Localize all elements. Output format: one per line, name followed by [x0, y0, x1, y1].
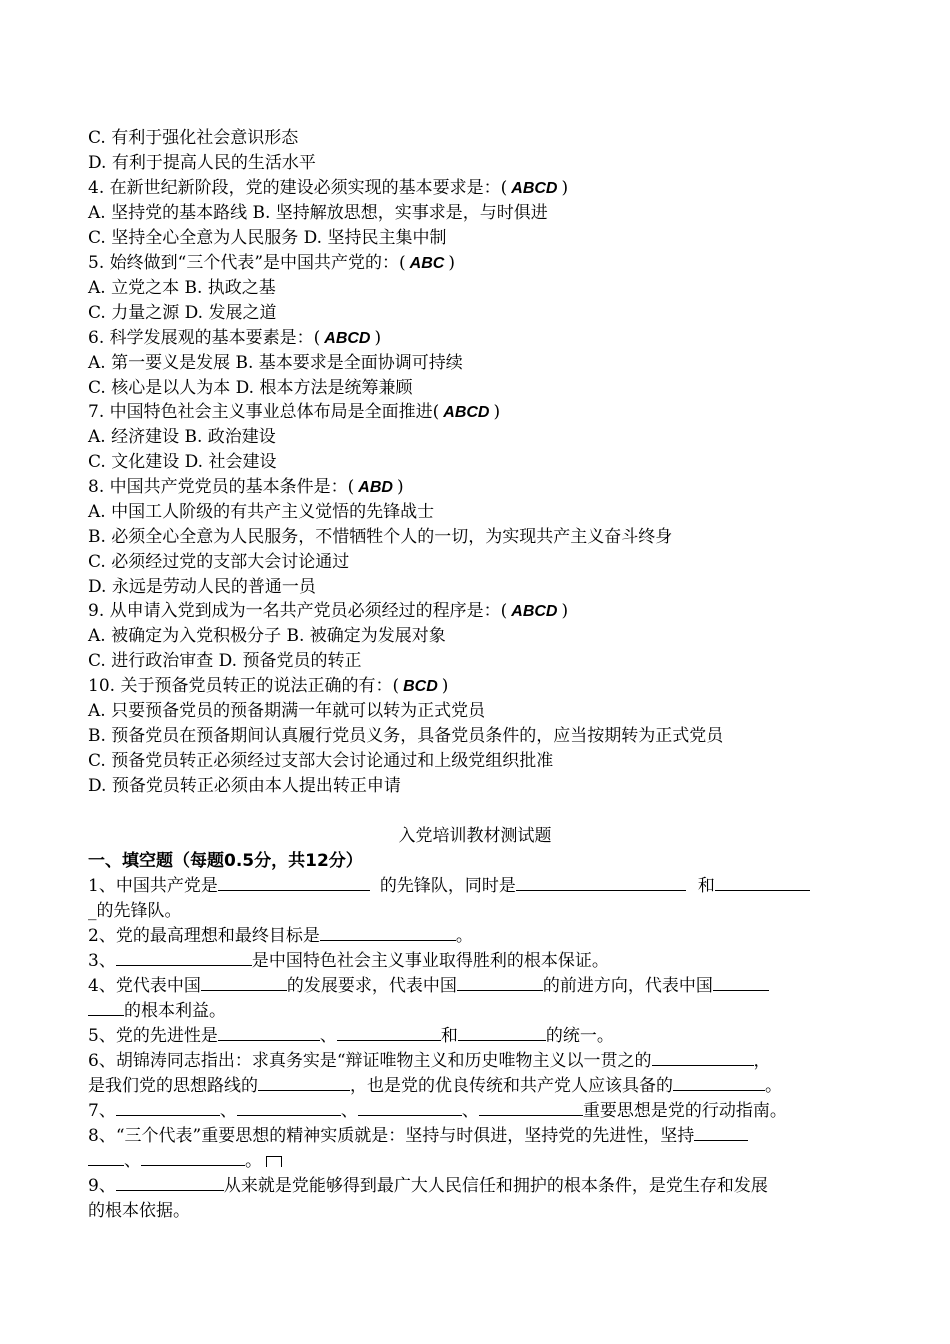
fill-question-9 — [88, 1174, 768, 1198]
paren: ) — [493, 402, 501, 422]
answer-blank[interactable] — [479, 1099, 583, 1116]
text: 的统一。 — [545, 1026, 614, 1046]
question-7 — [88, 400, 500, 425]
text: 、 — [319, 1026, 337, 1046]
answer: ABCD — [443, 404, 490, 421]
text: 5、党的先进性是 — [88, 1026, 218, 1046]
text: 。 — [455, 926, 473, 946]
text: 3、 — [88, 951, 116, 971]
fill-question-5 — [88, 1024, 614, 1048]
question-text: 8. 中国共产党党员的基本条件是：( — [88, 477, 355, 497]
answer-blank[interactable] — [337, 1024, 441, 1041]
answer-blank[interactable] — [457, 974, 543, 991]
question-5 — [88, 251, 455, 276]
paren: ) — [396, 477, 404, 497]
text: 和 — [440, 1026, 458, 1046]
text: 的先锋队，同时是 — [379, 876, 516, 896]
answer-blank[interactable] — [458, 1024, 546, 1041]
option-line: A. 坚持党的基本路线 B. 坚持解放思想，实事求是，与时俱进 — [88, 203, 548, 223]
text: 重要思想是党的行动指南。 — [582, 1101, 787, 1121]
fill-question-6-cont — [88, 1074, 782, 1098]
answer-blank[interactable] — [320, 924, 456, 941]
text: 1、中国共产党是 — [88, 876, 218, 896]
text: 。 — [765, 1076, 782, 1096]
option-line: C. 核心是以人为本 D. 根本方法是统筹兼顾 — [88, 378, 413, 398]
answer-blank[interactable] — [694, 1124, 748, 1141]
option-line: A. 经济建设 B. 政治建设 — [88, 427, 276, 447]
fill-question-9-cont: 的根本依据。 — [88, 1201, 190, 1221]
paren: ) — [448, 253, 455, 273]
option-line: C. 进行政治审查 D. 预备党员的转正 — [88, 651, 362, 671]
text: 的根本利益。 — [124, 1001, 226, 1021]
fill-question-3 — [88, 949, 609, 973]
text: 和 — [697, 876, 715, 896]
answer-blank[interactable] — [116, 1099, 220, 1116]
section-heading: 一、填空题（每题0.5分，共12分） — [88, 851, 363, 871]
question-text: 6. 科学发展观的基本要素是：( — [88, 328, 321, 348]
answer-blank[interactable] — [218, 874, 370, 891]
text: ， — [753, 1051, 771, 1071]
answer-blank[interactable] — [116, 949, 252, 966]
option-line: C. 有利于强化社会意识形态 — [88, 128, 299, 148]
answer-blank[interactable] — [258, 1074, 350, 1091]
answer-blank[interactable] — [237, 1099, 341, 1116]
fill-question-4-cont — [88, 999, 226, 1023]
answer: ABCD — [324, 330, 371, 347]
fill-question-4 — [88, 974, 769, 998]
question-text: 4. 在新世纪新阶段，党的建设必须实现的基本要求是：( — [88, 178, 508, 198]
answer-blank[interactable] — [88, 1149, 124, 1166]
text: 的前进方向，代表中国 — [542, 976, 713, 996]
fill-question-8 — [88, 1124, 748, 1148]
option-line: A. 立党之本 B. 执政之基 — [88, 278, 276, 298]
paren: ) — [561, 601, 569, 621]
answer-blank[interactable] — [141, 1149, 245, 1166]
fill-question-7 — [88, 1099, 787, 1123]
text: 8、“三个代表”重要思想的精神实质就是：坚持与时俱进，坚持党的先进性，坚持 — [88, 1126, 695, 1146]
answer-blank[interactable] — [715, 874, 810, 891]
question-text: 7. 中国特色社会主义事业总体布局是全面推进( — [88, 402, 440, 422]
text: 9、 — [88, 1176, 116, 1196]
text: 从来就是党能够得到最广大人民信任和拥护的根本条件，是党生存和发展 — [223, 1176, 768, 1196]
fill-question-1-cont: _的先锋队。 — [88, 901, 182, 921]
option-line: A. 中国工人阶级的有共产主义觉悟的先锋战士 — [88, 502, 435, 522]
text: 是中国特色社会主义事业取得胜利的根本保证。 — [251, 951, 609, 971]
option-line: C. 必须经过党的支部大会讨论通过 — [88, 552, 350, 572]
answer-blank[interactable] — [652, 1049, 754, 1066]
test-title: 入党培训教材测试题 — [398, 826, 552, 846]
option-line: D. 永远是劳动人民的普通一员 — [88, 577, 316, 597]
option-line: D. 预备党员转正必须由本人提出转正申请 — [88, 776, 401, 796]
option-line: B. 预备党员在预备期间认真履行党员义务，具备党员条件的，应当按期转为正式党员 — [88, 726, 724, 746]
option-line: B. 必须全心全意为人民服务，不惜牺牲个人的一切，为实现共产主义奋斗终身 — [88, 527, 673, 547]
option-line: A. 被确定为入党积极分子 B. 被确定为发展对象 — [88, 626, 446, 646]
text: 7、 — [88, 1101, 116, 1121]
bracket-mark-icon — [266, 1156, 282, 1167]
answer: ABD — [358, 479, 393, 496]
text: 是我们党的思想路线的 — [88, 1076, 258, 1096]
question-text: 10. 关于预备党员转正的说法正确的有：( — [88, 676, 400, 696]
text: 。 — [245, 1151, 262, 1171]
answer-blank[interactable] — [358, 1099, 462, 1116]
question-text: 5. 始终做到“三个代表”是中国共产党的：( — [88, 253, 406, 273]
option-line: C. 坚持全心全意为人民服务 D. 坚持民主集中制 — [88, 228, 447, 248]
text: 、 — [340, 1101, 358, 1121]
text: 6、胡锦涛同志指出：求真务实是“辩证唯物主义和历史唯物主义以一贯之的 — [88, 1051, 652, 1071]
text: 2、党的最高理想和最终目标是 — [88, 926, 320, 946]
answer-blank[interactable] — [713, 974, 769, 991]
text: 、 — [219, 1101, 237, 1121]
text: 、 — [461, 1101, 479, 1121]
text: 的发展要求，代表中国 — [286, 976, 457, 996]
question-8 — [88, 475, 404, 500]
question-text: 9. 从申请入党到成为一名共产党员必须经过的程序是：( — [88, 601, 508, 621]
fill-question-8-cont — [88, 1149, 282, 1173]
option-line: C. 力量之源 D. 发展之道 — [88, 303, 277, 323]
answer-blank[interactable] — [201, 974, 287, 991]
paren: ) — [374, 328, 382, 348]
option-line: C. 文化建设 D. 社会建设 — [88, 452, 277, 472]
text: ，也是党的优良传统和共产党人应该具备的 — [350, 1076, 673, 1096]
answer: BCD — [403, 678, 438, 695]
option-line: D. 有利于提高人民的生活水平 — [88, 153, 316, 173]
text: 、 — [124, 1151, 141, 1171]
question-4 — [88, 176, 568, 201]
question-6 — [88, 326, 381, 351]
answer-blank[interactable] — [88, 999, 124, 1016]
paren: ) — [561, 178, 569, 198]
answer: ABCD — [511, 180, 558, 197]
fill-question-2 — [88, 924, 473, 948]
text: 4、党代表中国 — [88, 976, 201, 996]
answer-blank[interactable] — [218, 1024, 320, 1041]
option-line: A. 只要预备党员的预备期满一年就可以转为正式党员 — [88, 701, 486, 721]
answer-blank[interactable] — [516, 874, 686, 891]
answer: ABC — [409, 255, 445, 272]
answer-blank[interactable] — [673, 1074, 765, 1091]
fill-question-1 — [88, 874, 810, 898]
fill-question-6 — [88, 1049, 771, 1073]
answer: ABCD — [511, 603, 558, 620]
paren: ) — [441, 676, 449, 696]
option-line: C. 预备党员转正必须经过支部大会讨论通过和上级党组织批准 — [88, 751, 554, 771]
answer-blank[interactable] — [116, 1174, 224, 1191]
question-10 — [88, 674, 448, 699]
option-line: A. 第一要义是发展 B. 基本要求是全面协调可持续 — [88, 353, 463, 373]
question-9 — [88, 599, 568, 624]
